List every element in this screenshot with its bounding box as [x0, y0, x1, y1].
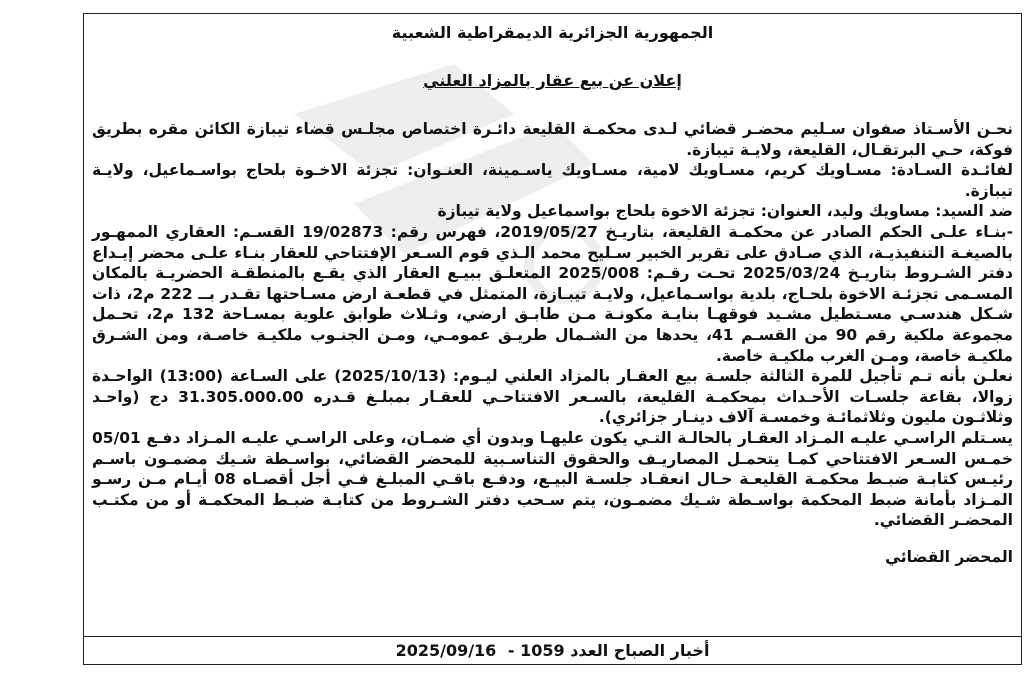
publication-name: أخبار الصباح العدد 1059 - [507, 641, 710, 660]
announcement-title [92, 69, 1013, 93]
paragraph-judgment: -بنـاء علـى الحكم الصادر عن محكمـة القليعة، بتاريـخ 2019/05/27، فهرس رقم: 19/02873 القسـم: العقاري الممهـور بالصيغـة التنفيذيـة، الذي صـادق على تقرير الخبير سـليح محمد الـذي قوم السـعر الإفتتاحي للعقار بنـاء علـى محضر إيـداع دفتر الشـروط بتاريـخ 2025/03/24 تحـت رقـم: 2025/008 المتعلـق ببيـع العقار الذي يقـع بالمنطقـة الحضريـة بالمكان المسـمى تجزئـة الاخوة بلحـاج، بلدية بواسـماعيل، ولايـة تيبـازة، المتمثل في قطعـة ارض مسـاحتها تقـدر بــ 222 م2، ذات شـكل هندسـي مسـتطيل مشـيد فوقهـا بنايـة مكونـة مـن طابـق ارضي، وثـلاث طوابق علوية بمسـاحة 132 م2، تحـمل مجموعة ملكية رقم 90 من القسـم 41، يحدها من الشـمال طريـق عمومـي، ومـن الجنـوب ملكيـة خاصـة، ومن الشـرق ملكيـة خاصة، ومـن الغرب ملكيـة خاصة. [92, 222, 1013, 365]
paragraph-beneficiaries: لفائـدة السـادة: مسـاويك كريم، مسـاويك لامية، مسـاويك ياسـمينة، العنـوان: تجزئة الاخـوة بلحاج بواسـماعيل، ولايـة تيبازة. [92, 161, 1013, 200]
republic-header: الجمهورية الجزائرية الديمقراطية الشعبية [391, 23, 714, 42]
paragraph-bailiff: نحـن الأسـتاذ صفوان سـليم محضـر قضائي لـدى محكمـة القليعة دائـرة اختصاص مجلـس قضاء تيبازة الكائن مقره بطريق فوكة، حـي البرتقـال، القليعة، ولايـة تيبازة. [92, 120, 1013, 159]
announcement-title-text: إعلان عن بيع عقار بالمزاد العلني [423, 71, 682, 90]
publication-date: 2025/09/16 [395, 641, 497, 660]
footer-divider [84, 636, 1021, 637]
publication-footer [84, 640, 1021, 662]
announcement-frame [83, 13, 1022, 665]
signature: المحضر القضائي [885, 547, 1013, 566]
announcement-body [92, 119, 1013, 531]
paragraph-auction-date: نعلـن بأنه تـم تأجيل للمرة الثالثة جلسـة بيع العقـار بالمزاد العلني ليـوم: (2025/10/13) على السـاعة (13:00) الواحـدة زوالا، بقاعة جلسـات الأحـداث بمحكمـة القليعة، بالسـعر الافتتاحـي للعقـار بمبلـغ قـدره 31.305.000.00 دج (واحـد وثلاثـون مليون وثلاثمائـة وخمسـة آلاف دينـار جزائري). [92, 367, 1014, 427]
announcement-content [92, 14, 1013, 567]
paragraph-terms: يسـتلم الراسـي عليـه المـزاد العقـار بالحالـة التـي يكون عليهـا وبدون أي ضمـان، وعلى الراسـي عليـه المـزاد دفـع 05/01 خمـس السـعر الافتتاحي كمـا يتحمـل المصاريـف والحقوق التناسـبية للمحضر القضائي، بواسـطة شـيك مضمـون باسـم رئيـس كتابـة ضبـط محكمـة القليعـة حـال انعقـاد جلسـة البيـع، ودفـع باقـي المبلـغ فـي أجل أقصـاه 08 أيـام مـن رسـو المـزاد بأمانة ضبط المحكمة بواسـطة شـيك مضمـون، يتم سـحب دفتر الشـروط من كتابـة ضبـط المحكمـة أو من مكتـب المحضـر القضائي. [92, 428, 1013, 530]
paragraph-defendant: ضد السيد: مساويك وليد، العنوان: تجزئة الاخوة بلحاج بواسماعيل ولاية تيبازة [437, 202, 1013, 221]
